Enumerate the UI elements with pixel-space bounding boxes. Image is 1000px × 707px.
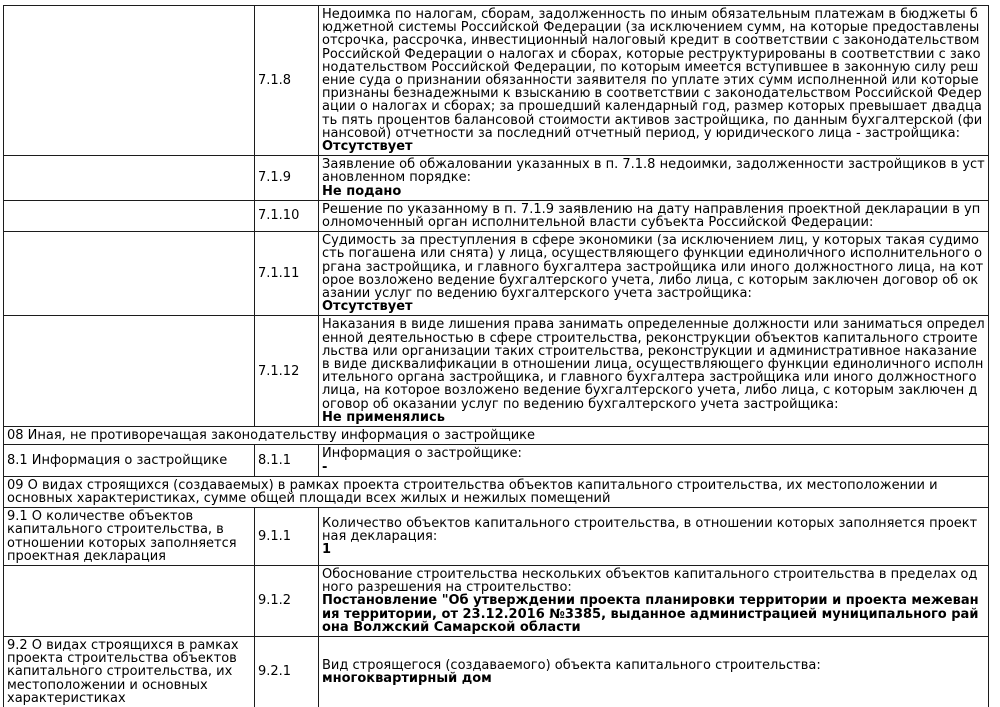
content-cell [319, 565, 989, 636]
section-cell [4, 565, 255, 636]
table-row [4, 508, 989, 566]
content-cell [319, 445, 989, 476]
section-cell [4, 6, 255, 156]
item-number-cell: 7.1.11 [255, 232, 319, 316]
content-cell [319, 232, 989, 316]
section-cell: 8.1 Информация о застройщике [4, 445, 255, 476]
section-cell [4, 156, 255, 201]
answer-value: 1 [322, 542, 332, 558]
section-cell: 9.1 О количестве объектов капитального строительства, в отношении которых заполняется проектная декларация [4, 508, 255, 566]
item-number-cell: 7.1.10 [255, 200, 319, 231]
table-row [4, 445, 989, 476]
answer-value: Отсутствует [322, 299, 413, 315]
item-number-cell: 9.1.2 [255, 565, 319, 636]
content-cell [319, 200, 989, 231]
table-row [4, 232, 989, 316]
question-text: Заявление об обжаловании указанных в п. 7.1.8 недоимки, задолженности застройщиков в установленном порядке: [322, 157, 985, 186]
content-cell [319, 316, 989, 427]
question-text: Недоимка по налогам, сборам, задолженность по иным обязательным платежам в бюджеты бюджетной системы Российской Федерации (за исключением сумм, на которые предоставлены отсрочка, рассрочка, инвестиционный налоговый кредит в соответствии с законодательством Российской Федерации о налогах и сборах, которые реструктурированы в соответствии с законодательством Российской Федерации, по которым имеется вступившее в законную силу решение суда о признании обязанности заявителя по уплате этих сумм исполненной или которые признаны безнадежными к взысканию в соответствии с законодательством Российской Федерации о налогах и сборах; за прошедший календарный год, размер которых превышает двадцать пять процентов балансовой стоимости активов застройщика, по данным бухгалтерской (финансовой) отчетности за последний отчетный период, у юридического лица - застройщика: [322, 7, 983, 141]
section-header-row [4, 427, 989, 445]
content-cell [319, 508, 989, 566]
item-number-cell: 9.1.1 [255, 508, 319, 566]
section-header: 09 О видах строящихся (создаваемых) в рамках проекта строительства объектов капитального строительства, их местоположении и основных характеристиках, сумме общей площади всех жилых и нежилых помещений [4, 476, 989, 507]
item-number-cell: 7.1.12 [255, 316, 319, 427]
section-header: 08 Иная, не противоречащая законодательству информация о застройщике [4, 427, 989, 445]
answer-value: Постановление "Об утверждении проекта планировки территории и проекта межевания территории, от 23.12.2016 №3385, выданное администрацией муниципального района Волжский Самарской области [322, 593, 979, 635]
answer-value: Отсутствует [322, 139, 413, 155]
content-cell [319, 156, 989, 201]
question-text: Наказания в виде лишения права занимать определенные должности или заниматься определенной деятельностью в сфере строительства, реконструкции объектов капитального строительства или организации таких строительства, реконструкции и административное наказание в виде дисквалификации в отношении лица, осуществляющего функции единоличного исполнительного органа застройщика, и главного бухгалтера застройщика или иного должностного лица, на которое возложено ведение бухгалтерского учета, либо лица, с которым заключен договор об оказании услуг по ведению бухгалтерского учета застройщика: [322, 317, 985, 412]
table-row [4, 6, 989, 156]
section-cell [4, 200, 255, 231]
answer-value: - [322, 459, 328, 475]
table-row [4, 636, 989, 707]
question-text: Количество объектов капитального строительства, в отношении которых заполняется проектная декларация: [322, 515, 978, 544]
item-number-cell: 8.1.1 [255, 445, 319, 476]
table-row [4, 565, 989, 636]
section-cell [4, 316, 255, 427]
declaration-table [3, 5, 989, 707]
section-cell: 9.2 О видах строящихся в рамках проекта строительства объектов капитального строительства, их местоположении и основных характеристиках [4, 636, 255, 707]
content-cell [319, 636, 989, 707]
table-row [4, 156, 989, 201]
content-cell [319, 6, 989, 156]
question-text: Обоснование строительства нескольких объектов капитального строительства в пределах одного разрешения на строительство: [322, 566, 978, 596]
section-cell [4, 232, 255, 316]
table-row [4, 316, 989, 427]
question-text: Информация о застройщике: [322, 446, 522, 462]
question-text: Вид строящегося (создаваемого) объекта капитального строительства: [322, 657, 821, 673]
item-number-cell: 7.1.9 [255, 156, 319, 201]
question-text: Судимость за преступления в сфере экономики (за исключением лиц, у которых такая судимость погашена или снята) у лица, осуществляющего функции единоличного исполнительного органа застройщика, и главного бухгалтера застройщика или иного должностного лица, на которое возложено ведение бухгалтерского учета, либо лица, с которым заключен договор об оказании услуг по ведению бухгалтерского учета застройщика: [322, 233, 984, 302]
item-number-cell: 7.1.8 [255, 6, 319, 156]
answer-value: Не подано [322, 183, 402, 199]
item-number-cell: 9.2.1 [255, 636, 319, 707]
question-text: Решение по указанному в п. 7.1.9 заявлению на дату направления проектной декларации в уполномоченный орган исполнительной власти субъекта Российской Федерации: [322, 201, 981, 231]
answer-value: многоквартирный дом [322, 670, 492, 686]
table-row [4, 200, 989, 231]
answer-value: Не применялись [322, 409, 445, 425]
section-header-row [4, 476, 989, 507]
